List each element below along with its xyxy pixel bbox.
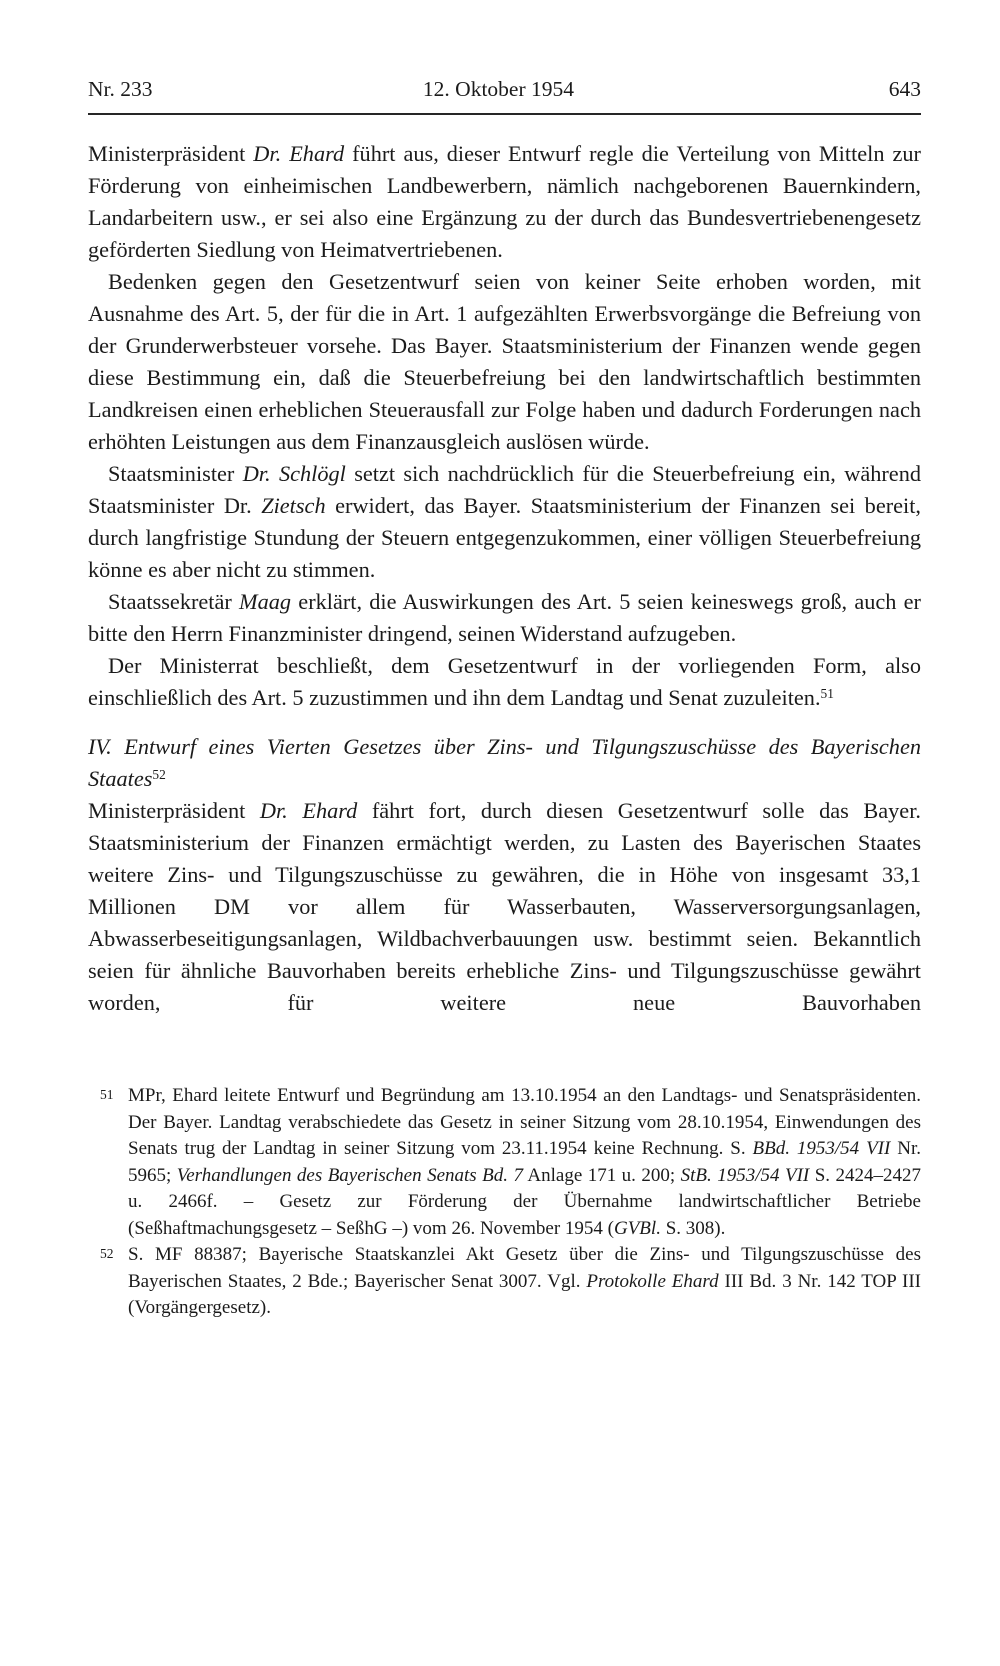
italic-text: IV. Entwurf eines Vierten Gesetzes über Zins- und Tilgungszuschüsse des Bayerischen Staates	[88, 734, 921, 791]
footnote	[88, 1242, 921, 1322]
text-run: erwidert, das Bayer. Staatsministerium der Finanzen sei bereit, durch langfristige Stundung der Steuern entgegenzukommen, einer völligen Steuerbefreiung könne es aber nicht zu stimmen.	[88, 493, 921, 582]
text-run: erklärt, die Auswirkungen des Art. 5 seien keineswegs groß, auch er bitte den Herrn Finanzminister dringend, seinen Widerstand aufzugeben.	[88, 589, 921, 646]
issue-number: Nr. 233	[88, 77, 153, 101]
italic-text: GVBl.	[613, 1217, 661, 1239]
footnote-ref: 52	[152, 766, 166, 782]
italic-text: BBd. 1953/54 VII	[752, 1138, 891, 1159]
italic-text: Zietsch	[261, 493, 326, 518]
text-run: III Bd. 3 Nr. 142 TOP III (Vorgängergesetz).	[128, 1270, 922, 1318]
text-run: Der Ministerrat beschließt, dem Gesetzentwurf in der vorliegenden Form, also einschließlich des Art. 5 zuzustimmen und ihn dem Landtag und Senat zuzuleiten.	[88, 653, 921, 710]
footnote-marker: 52	[100, 1246, 114, 1261]
text-run: Ministerpräsident	[88, 798, 260, 823]
section-heading	[88, 731, 921, 795]
paragraph	[88, 266, 921, 458]
text-run: Ministerpräsident	[88, 141, 254, 166]
text-run: setzt sich nachdrücklich für die Steuerbefreiung ein, während Staatsminister Dr.	[88, 461, 921, 518]
text-run: Staatsminister	[108, 461, 243, 486]
footnote-marker: 51	[100, 1087, 114, 1102]
footnotes	[88, 1083, 921, 1322]
paragraph	[88, 138, 921, 266]
document-body	[88, 138, 921, 1019]
italic-text: Protokolle Ehard	[586, 1270, 719, 1292]
footnote-text	[128, 1244, 921, 1318]
header-date: 12. Oktober 1954	[422, 77, 574, 101]
footnote-ref: 51	[820, 685, 834, 701]
text-run: MPr, Ehard leitete Entwurf und Begründung am 13.10.1954 an den Landtags- und Senatspräsidenten. Der Bayer. Landtag verabschiedete das Gesetz in seiner Sitzung vom 28.10.1954, Einwendungen des Senats trug der Landtag in seiner Sitzung vom 23.11.1954 keine Rechnung. S.	[128, 1085, 921, 1159]
footnote-text	[128, 1085, 921, 1239]
text-run: fährt fort, durch diesen Gesetzentwurf solle das Bayer. Staatsministerium der Finanzen ermächtigt werden, zu Lasten des Bayerischen Staates weitere Zins- und Tilgungszuschüsse zu gewähren, die in Höhe von insgesamt 33,1 Millionen DM vor allem für Wasserbauten, Wasserversorgungsanlagen, Abwasserbeseitigungsanlagen, Wildbachverbauungen usw. bestimmt seien. Bekanntlich seien für ähnliche Bauvorhaben bereits erhebliche Zins- und Tilgungszuschüsse gewährt worden, für weitere neue Bauvorhaben	[88, 798, 921, 1015]
text-run: S. MF 88387; Bayerische Staatskanzlei Akt Gesetz über die Zins- und Tilgungszuschüsse des Bayerischen Staates, 2 Bde.; Bayerischer Senat 3007. Vgl.	[128, 1244, 921, 1292]
text-run: Staatssekretär	[108, 589, 240, 614]
text-run: S. 308).	[660, 1217, 726, 1239]
italic-text: Dr. Schlögl	[242, 461, 346, 486]
header-rule	[88, 113, 921, 115]
text-run: Bedenken gegen den Gesetzentwurf seien von keiner Seite erhoben worden, mit Ausnahme des Art. 5, der für die in Art. 1 aufgezählten Erwerbsvorgänge die Befreiung von der Grunderwerbsteuer vorsehe. Das Bayer. Staatsministerium der Finanzen wende gegen diese Bestimmung ein, daß die Steuerbefreiung bei den landwirtschaftlich bestimmten Landkreisen einen erheblichen Steuerausfall zur Folge haben und dadurch Forderungen nach erhöhten Leistungen aus dem Finanzausgleich auslösen würde.	[88, 269, 921, 454]
page-header	[88, 76, 921, 102]
paragraph	[88, 586, 921, 650]
italic-text: StB. 1953/54 VII	[680, 1164, 810, 1186]
italic-text: Verhandlungen des Bayerischen Senats Bd. 7	[176, 1164, 523, 1186]
text-run: S. 2424–2427 u. 2466f. – Gesetz zur Förderung der Übernahme landwirtschaftlicher Betriebe (Seßhaftmachungsgesetz – SeßhG –) vom 26. November 1954 (	[128, 1164, 921, 1239]
italic-text: Dr. Ehard	[259, 798, 358, 823]
italic-text: Dr. Ehard	[253, 141, 345, 166]
paragraph	[88, 458, 921, 586]
page-number: 643	[888, 77, 921, 101]
text-run: Nr. 5965;	[128, 1138, 921, 1186]
footnote	[88, 1083, 921, 1242]
paragraph	[88, 795, 921, 1019]
paragraph	[88, 650, 921, 714]
text-run: Anlage 171 u. 200;	[522, 1164, 681, 1186]
text-run: führt aus, dieser Entwurf regle die Verteilung von Mitteln zur Förderung von einheimischen Landbewerbern, nämlich nachgeborenen Bauernkindern, Landarbeitern usw., er sei also eine Ergänzung zu der durch das Bundesvertriebenengesetz geförderten Siedlung von Heimatvertriebenen.	[88, 141, 921, 262]
italic-text: Maag	[239, 589, 292, 614]
